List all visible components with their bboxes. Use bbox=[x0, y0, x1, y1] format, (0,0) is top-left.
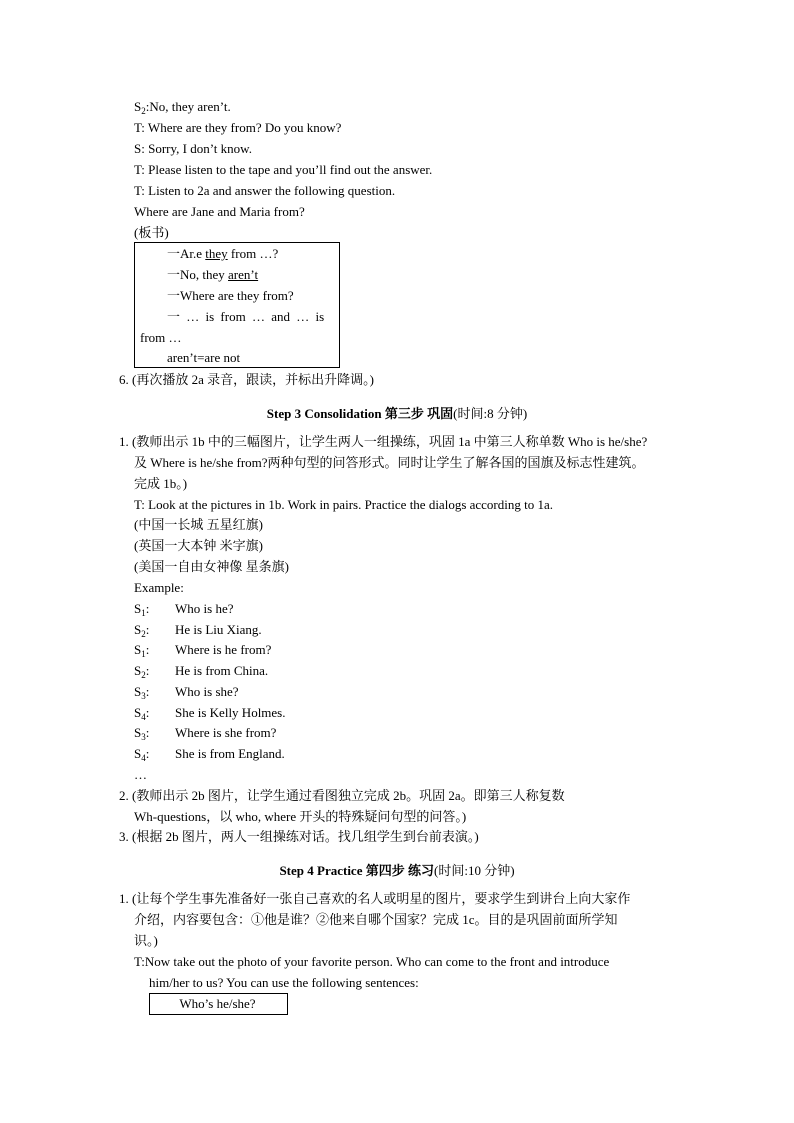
example-dialog-text: He is from China. bbox=[175, 663, 269, 678]
board-line: 一No, they aren’t bbox=[167, 267, 259, 282]
sentence-box-text: Who’s he/she? bbox=[179, 996, 256, 1011]
step4-heading: Step 4 Practice 第四步 练习(时间:10 分钟) bbox=[279, 863, 515, 878]
dialog-line: T: Listen to 2a and answer the following question. bbox=[134, 183, 396, 198]
board-line: 一Where are they from? bbox=[167, 288, 294, 303]
example-dialog-line: $S_3$: bbox=[134, 725, 150, 742]
board-line: from … bbox=[140, 330, 182, 345]
step3-item-3: 3. (根据 2b 图片，两人一组操练对话。找几组学生到台前表演。) bbox=[119, 829, 479, 844]
ellipsis: … bbox=[134, 767, 147, 782]
step3-heading: Step 3 Consolidation 第三步 巩固(时间:8 分钟) bbox=[266, 406, 528, 421]
example-dialog-text: Who is she? bbox=[175, 684, 239, 699]
dialog-line: T: Please listen to the tape and you’ll find out the answer. bbox=[134, 162, 433, 177]
question-line: Where are Jane and Maria from? bbox=[134, 204, 305, 219]
step4-item-1-cont: 介绍，内容要包含：①他是谁？②他来自哪个国家？完成 1c。目的是巩固前面所学知 bbox=[134, 912, 618, 927]
example-dialog-text: Where is he from? bbox=[175, 642, 272, 657]
example-dialog-text: Who is he? bbox=[175, 601, 234, 616]
dialog-line: $S_2:No$, they aren’t. bbox=[134, 99, 231, 116]
step3-item-2-cont: Wh-questions，以 who, where 开头的特殊疑问句型的问答。) bbox=[134, 809, 467, 824]
board-line: 一 … is from … and … is bbox=[167, 309, 325, 324]
board-line: 一Ar.e they from …? bbox=[167, 246, 279, 261]
board-line: aren’t=are not bbox=[167, 350, 241, 365]
example-dialog-text: She is from England. bbox=[175, 746, 285, 761]
example-dialog-line: $S_1$: bbox=[134, 642, 150, 659]
example-dialog-line: $S_4$: bbox=[134, 746, 150, 763]
blackboard-label: (板书) bbox=[134, 225, 169, 240]
item-6: 6. (再次播放 2a 录音，跟读，并标出升降调。) bbox=[119, 372, 374, 387]
dialog-line: S: Sorry, I don’t know. bbox=[134, 141, 252, 156]
example-dialog-line: $S_2$: bbox=[134, 622, 150, 639]
example-dialog-line: $S_3$: bbox=[134, 684, 150, 701]
teacher-line-cont: him/her to us? You can use the following sentences: bbox=[149, 975, 419, 990]
example-dialog-line: $S_4$: bbox=[134, 705, 150, 722]
teacher-line: T: Look at the pictures in 1b. Work in pairs. Practice the dialogs according to 1a. bbox=[134, 497, 554, 512]
step4-item-1: 1. (让每个学生事先准备好一张自己喜欢的名人或明星的图片，要求学生到讲台上向大家作 bbox=[119, 891, 631, 906]
step4-item-1-cont: 识。) bbox=[134, 933, 158, 948]
step3-item-2: 2. (教师出示 2b 图片，让学生通过看图独立完成 2b。巩固 2a。即第三人称复数 bbox=[119, 788, 565, 803]
country-line: (英国一大本钟 米字旗) bbox=[134, 538, 263, 553]
step3-item-1-cont: 及 Where is he/she from?两种句型的问答形式。同时让学生了解各国的国旗及标志性建筑。 bbox=[134, 455, 645, 470]
dialog-line: T: Where are they from? Do you know? bbox=[134, 120, 342, 135]
step3-item-1: 1. (教师出示 1b 中的三幅图片，让学生两人一组操练，巩固 1a 中第三人称单数 Who is he/she? bbox=[119, 434, 648, 449]
example-dialog-text: He is Liu Xiang. bbox=[175, 622, 262, 637]
example-dialog-text: Where is she from? bbox=[175, 725, 277, 740]
example-dialog-line: $S_2$: bbox=[134, 663, 150, 680]
example-label: Example: bbox=[134, 580, 184, 595]
example-dialog-text: She is Kelly Holmes. bbox=[175, 705, 286, 720]
step3-item-1-cont: 完成 1b。) bbox=[134, 476, 188, 491]
teacher-line: T:Now take out the photo of your favorite person. Who can come to the front and introduce bbox=[134, 954, 610, 969]
country-line: (中国一长城 五星红旗) bbox=[134, 517, 263, 532]
country-line: (美国一自由女神像 星条旗) bbox=[134, 559, 289, 574]
example-dialog-line: $S_1$: bbox=[134, 601, 150, 618]
